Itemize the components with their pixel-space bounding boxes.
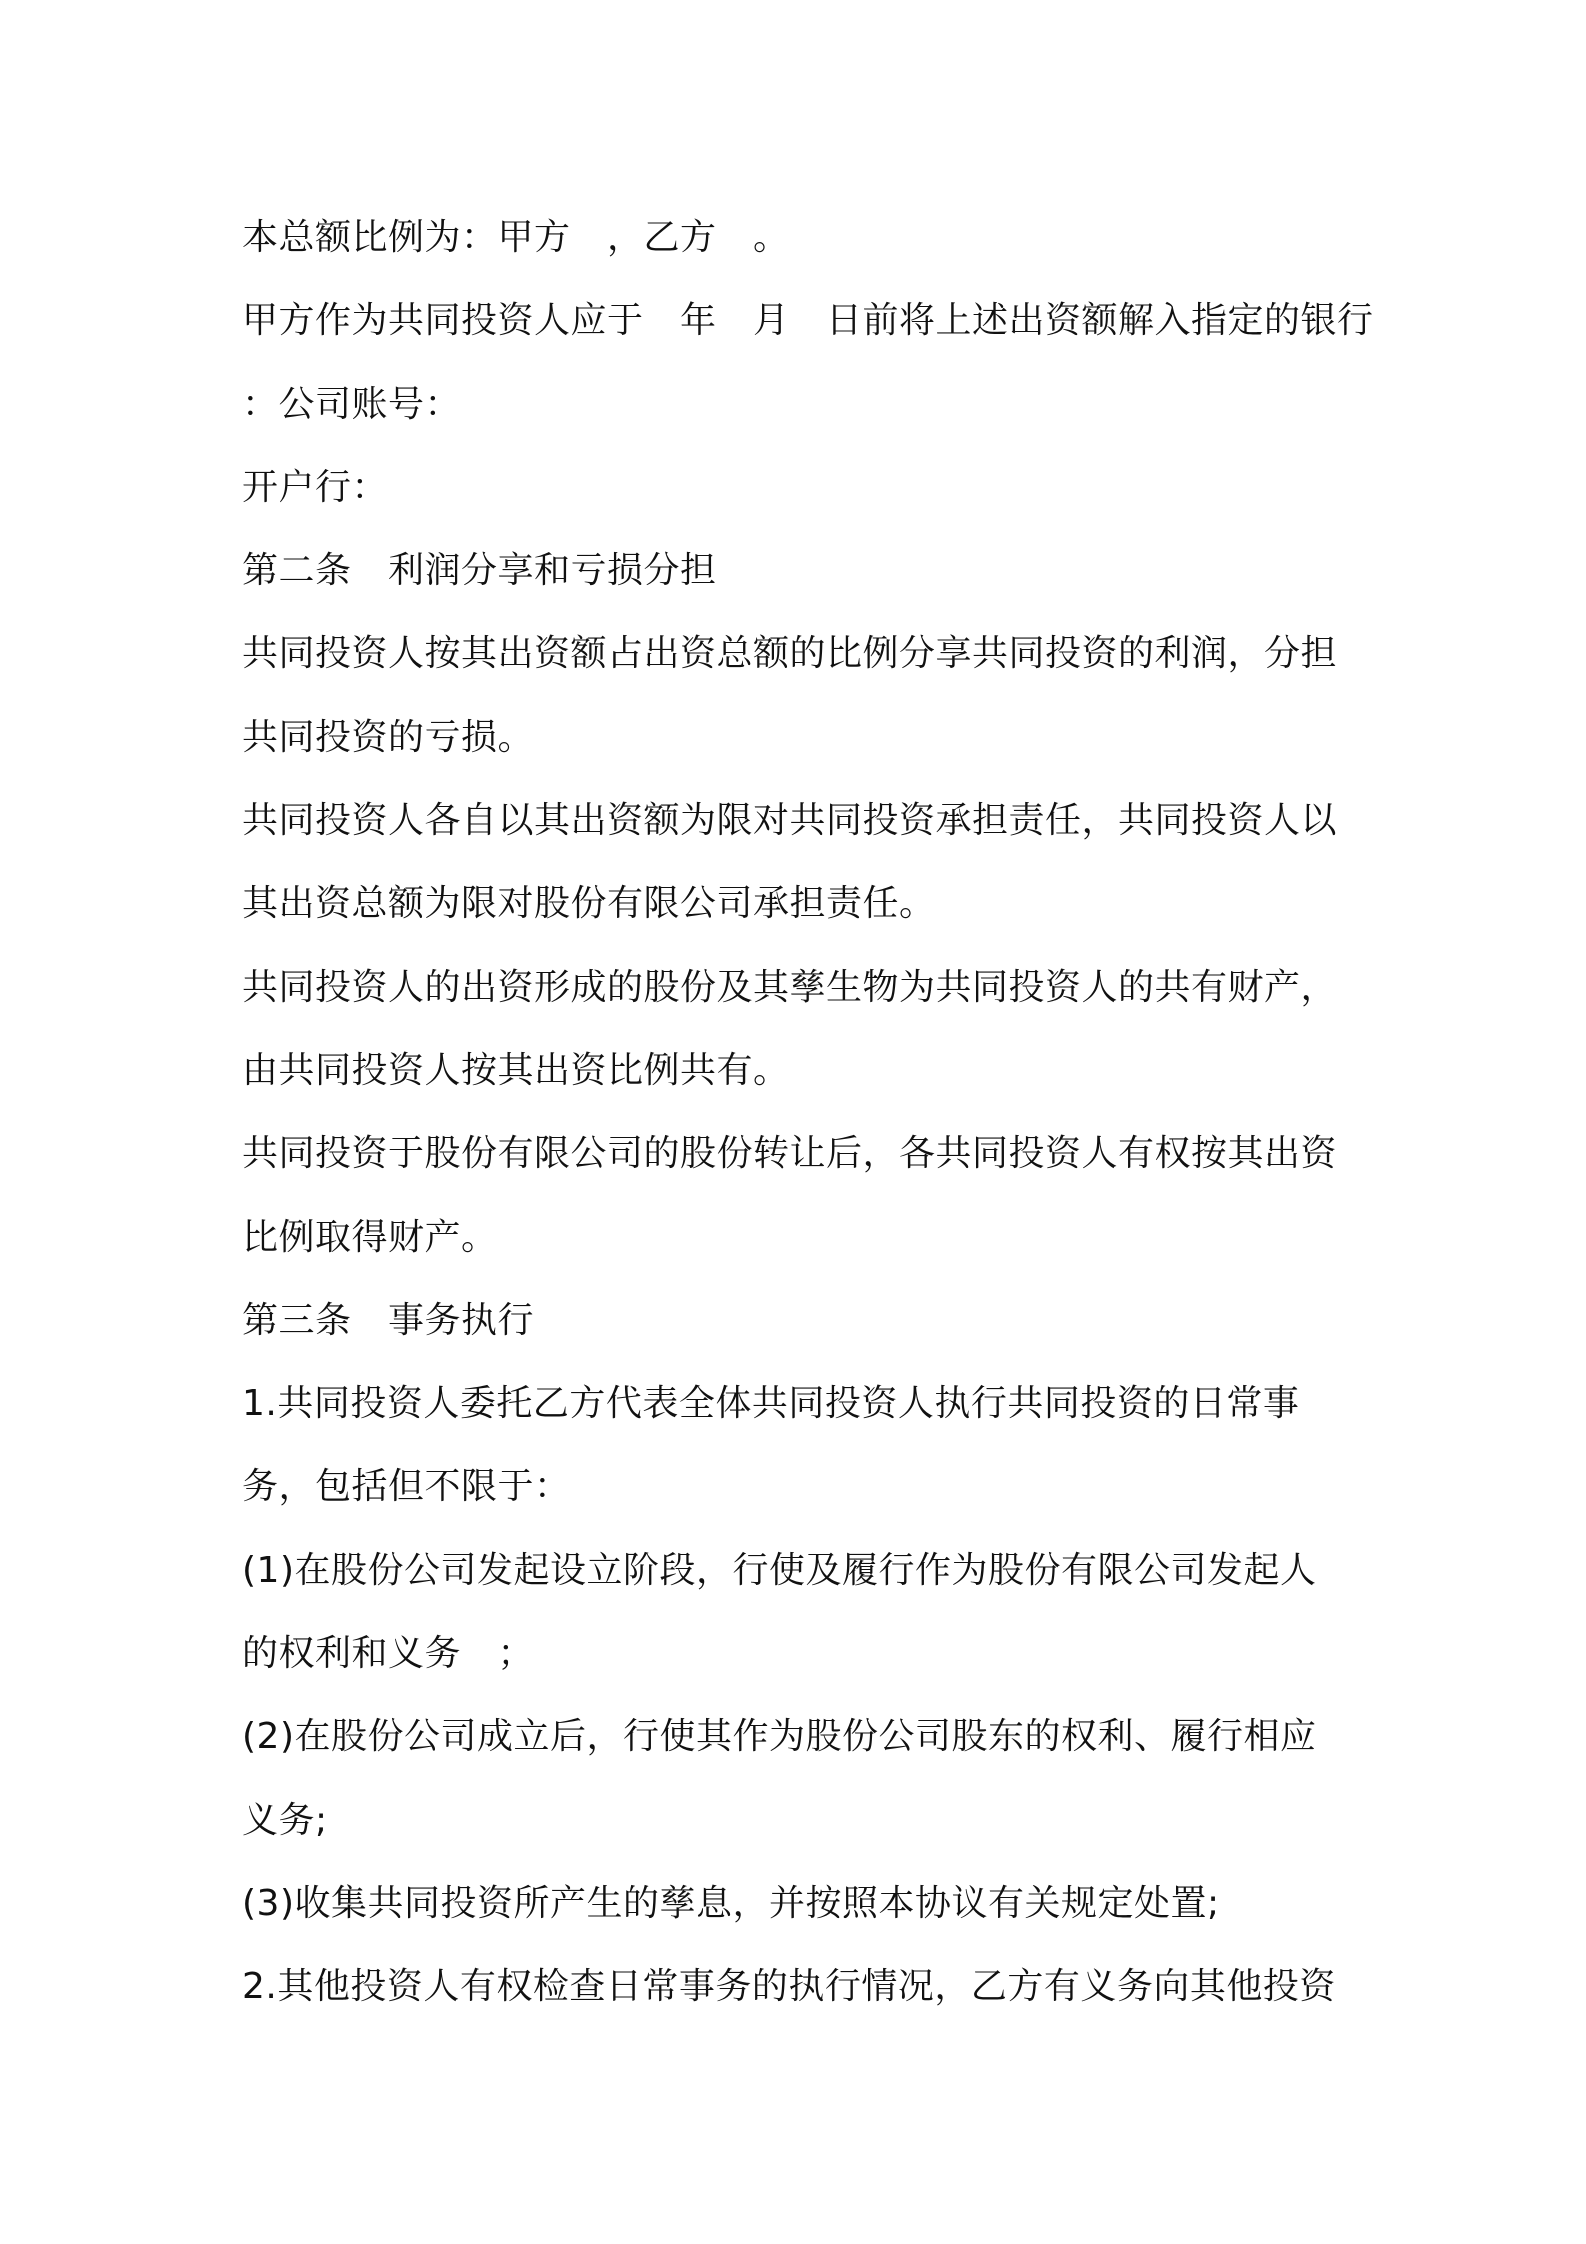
text-line-company-account: ：公司账号： <box>242 383 462 425</box>
text-line: 共同投资的亏损。 <box>242 716 535 758</box>
text-line: 由共同投资人按其出资比例共有。 <box>242 1049 790 1091</box>
text-line: 义务; <box>242 1799 328 1841</box>
text-line: 共同投资于股份有限公司的股份转让后，各共同投资人有权按其出资 <box>242 1133 1338 1175</box>
text-line-payment-deadline: 甲方作为共同投资人应于 年 月 日前将上述出资额解入指定的银行 <box>242 300 1374 342</box>
article-2-heading: 第二条 利润分享和亏损分担 <box>242 550 717 592</box>
text-line: (2)在股份公司成立后，行使其作为股份公司股东的权利、履行相应 <box>242 1716 1317 1758</box>
text-line: 2.其他投资人有权检查日常事务的执行情况，乙方有义务向其他投资 <box>242 1966 1336 2008</box>
text-line-bank: 开户行： <box>242 466 389 508</box>
text-line: 1.共同投资人委托乙方代表全体共同投资人执行共同投资的日常事 <box>242 1383 1300 1425</box>
text-line: 其出资总额为限对股份有限公司承担责任。 <box>242 883 936 925</box>
text-line: 的权利和义务 ； <box>242 1633 535 1675</box>
text-line-ratio: 本总额比例为：甲方 ，乙方 。 <box>242 217 790 258</box>
text-line: 比例取得财产。 <box>242 1216 498 1258</box>
text-line: (3)收集共同投资所产生的孳息，并按照本协议有关规定处置; <box>242 1882 1220 1924</box>
text-line: 务，包括但不限于： <box>242 1466 571 1508</box>
text-line: 共同投资人按其出资额占出资总额的比例分享共同投资的利润，分担 <box>242 633 1338 675</box>
text-line: (1)在股份公司发起设立阶段，行使及履行作为股份有限公司发起人 <box>242 1549 1317 1591</box>
text-line: 共同投资人各自以其出资额为限对共同投资承担责任，共同投资人以 <box>242 800 1338 842</box>
article-3-heading: 第三条 事务执行 <box>242 1299 535 1341</box>
text-line: 共同投资人的出资形成的股份及其孳生物为共同投资人的共有财产， <box>242 966 1338 1008</box>
document-body <box>242 196 1374 2029</box>
